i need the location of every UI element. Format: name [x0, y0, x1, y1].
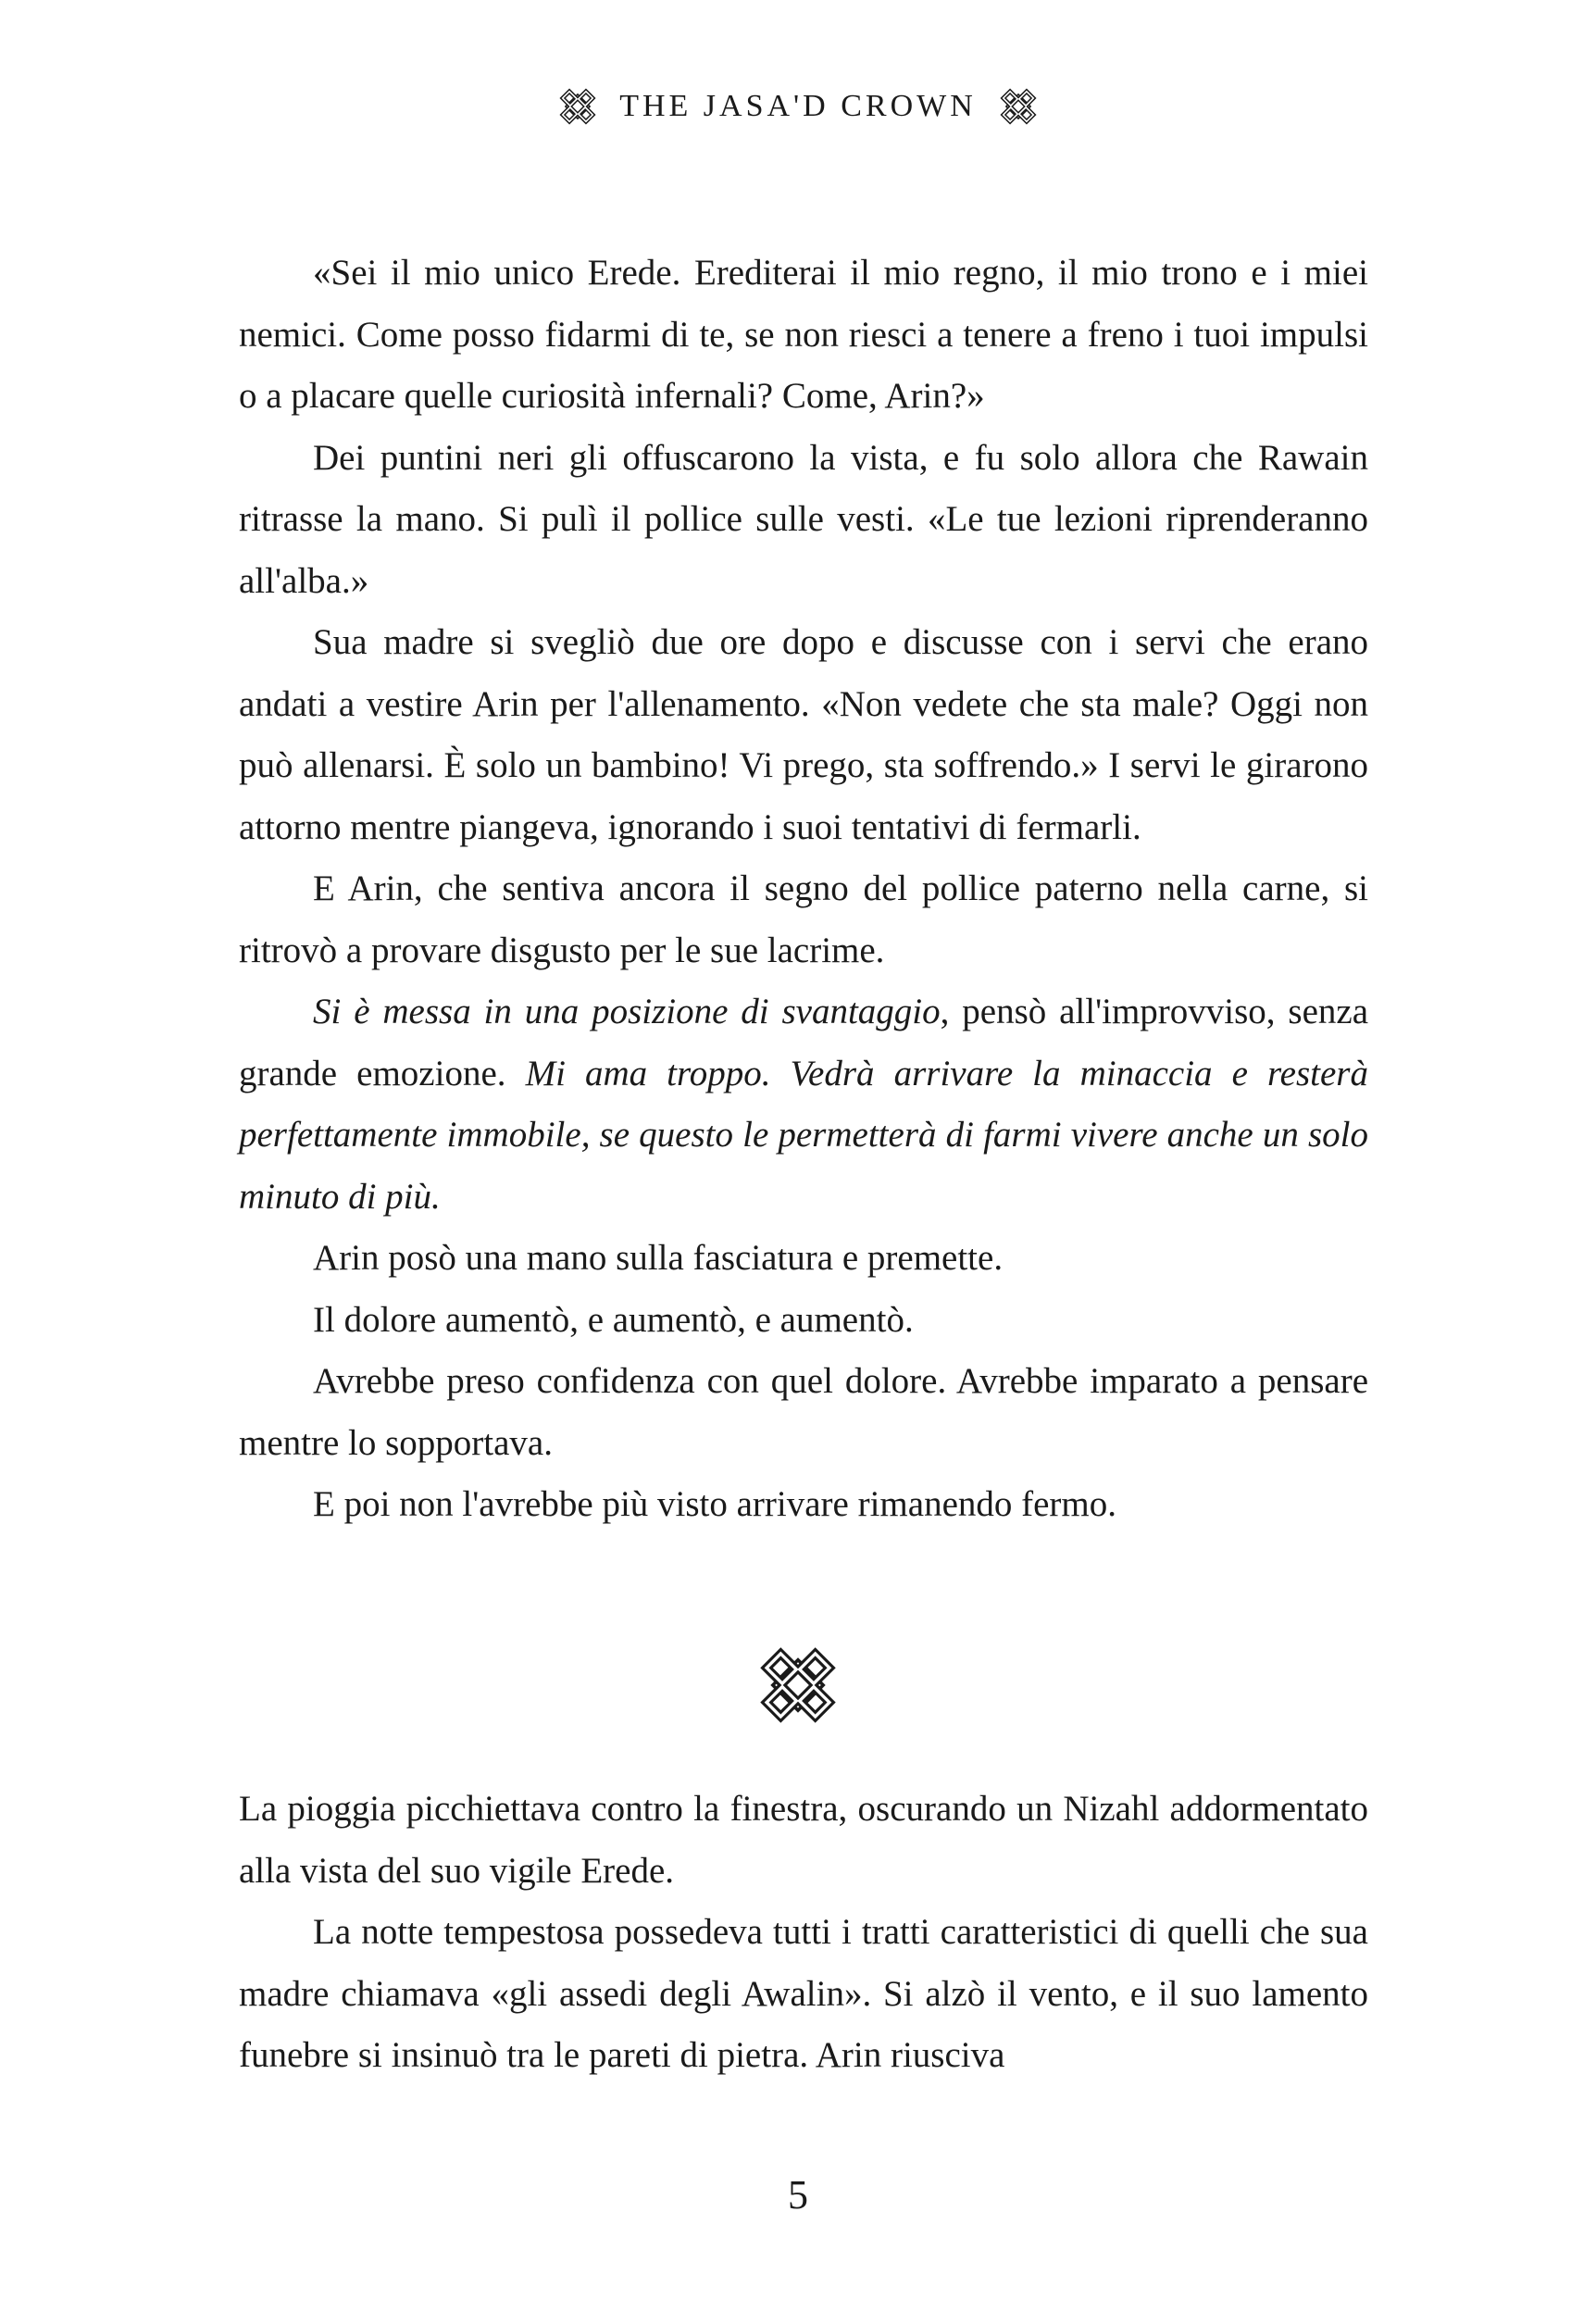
paragraph	[239, 1779, 1368, 1902]
paragraph	[239, 858, 1368, 981]
paragraph	[239, 1228, 1368, 1290]
text-block-after-break	[239, 1779, 1368, 2087]
endless-knot-icon	[754, 1641, 842, 1730]
paragraph	[239, 612, 1368, 858]
text-segment: Dei puntini neri gli offuscarono la vista, e fu solo allora che Rawain ritrasse la mano. Si pulì il pollice sulle vesti. «Le tue lezioni riprenderanno all'alba.»	[239, 437, 1368, 601]
text-block-before-break	[239, 243, 1368, 1536]
italic-text-segment: Si è messa in una posizione di svantaggio	[313, 992, 941, 1031]
text-segment: , pensò all'improvviso, senza grande emozione.	[239, 992, 1369, 1093]
paragraph	[239, 1902, 1368, 2087]
text-segment: Il dolore aumentò, e aumentò, e aumentò.	[313, 1299, 914, 1340]
running-head	[0, 85, 1596, 128]
text-segment: La notte tempestosa possedeva tutti i tratti caratteristici di quelli che sua madre chiamava «gli assedi degli Awalin». Si alzò il vento, e il suo lamento funebre si insinuò tra le pareti di pietra. Arin riusciva	[239, 1912, 1368, 2075]
text-segment: «Sei il mio unico Erede. Erediterai il mio regno, il mio trono e i miei nemici. Come posso fidarmi di te, se non riesci a tenere a freno i tuoi impulsi o a placare quelle curiosità infernali? Come, Arin?»	[239, 253, 1368, 416]
section-break	[0, 1641, 1596, 1730]
italic-text-segment: Mi ama troppo. Vedrà arrivare la minaccia e resterà perfettamente immobile, se questo le permetterà di farmi vivere anche un solo minuto di più.	[239, 1053, 1368, 1217]
text-segment: Sua madre si svegliò due ore dopo e discusse con i servi che erano andati a vestire Arin per l'allenamento. «Non vedete che sta male? Oggi non può allenarsi. È solo un bambino! Vi prego, sta soffrendo.» I servi le girarono attorno mentre piangeva, ignorando i suoi tentativi di fermarli.	[239, 622, 1368, 847]
text-segment: E poi non l'avrebbe più visto arrivare rimanendo fermo.	[313, 1484, 1116, 1524]
paragraph	[239, 1474, 1368, 1536]
text-segment: Arin posò una mano sulla fasciatura e premette.	[313, 1238, 1004, 1278]
book-title: THE JASA'D CROWN	[619, 89, 977, 123]
text-segment: Avrebbe preso confidenza con quel dolore. Avrebbe imparato a pensare mentre lo sopportava.	[239, 1361, 1368, 1463]
paragraph	[239, 1351, 1368, 1474]
paragraph	[239, 428, 1368, 613]
paragraph	[239, 981, 1368, 1228]
paragraph	[239, 1290, 1368, 1352]
endless-knot-icon	[997, 85, 1040, 128]
text-segment: E Arin, che sentiva ancora il segno del pollice paterno nella carne, si ritrovò a provare disgusto per le sue lacrime.	[239, 868, 1368, 970]
endless-knot-icon	[556, 85, 599, 128]
paragraph	[239, 243, 1368, 428]
page-number: 5	[788, 2172, 808, 2218]
text-segment: La pioggia picchiettava contro la finestra, oscurando un Nizahl addormentato alla vista del suo vigile Erede.	[239, 1789, 1368, 1891]
